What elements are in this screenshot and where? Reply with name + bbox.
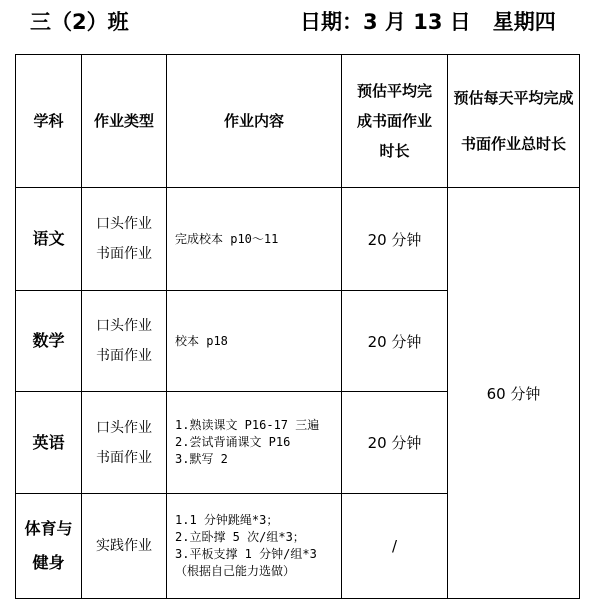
- table-header-row: [16, 55, 580, 188]
- type-line: 书面作业: [96, 246, 152, 262]
- type-cell: [82, 291, 167, 392]
- header-total-time-line: 书面作业总时长: [460, 135, 566, 153]
- type-line: 口头作业: [96, 216, 152, 232]
- type-cell: [82, 188, 167, 291]
- content-line: 3.默写 2: [175, 452, 228, 466]
- type-line: 书面作业: [96, 449, 152, 466]
- content-line: 3.平板支撑 1 分钟/组*3: [175, 547, 317, 561]
- header-est-time-line: 成书面作业: [356, 112, 432, 130]
- type-line: 口头作业: [96, 318, 152, 334]
- content-line: 2.尝试背诵课文 P16: [175, 435, 291, 449]
- type-cell: [82, 494, 167, 599]
- header-est-time-line: 时长: [379, 142, 410, 160]
- content-line: 2.立卧撑 5 次/组*3；: [175, 530, 305, 544]
- header-total-time-line: 预估每天平均完成: [453, 89, 574, 107]
- header-total-time: [448, 55, 580, 188]
- homework-table: [15, 54, 580, 599]
- header-type: 作业类型: [82, 55, 167, 188]
- subject-cell: 语文: [16, 188, 82, 291]
- time-cell: 20 分钟: [342, 188, 448, 291]
- header-subject: 学科: [16, 55, 82, 188]
- subject-cell: 英语: [16, 392, 82, 494]
- content-line: 1.1 分钟跳绳*3；: [175, 513, 279, 527]
- date-line: [300, 6, 556, 36]
- subject-line: 体育与: [24, 519, 73, 538]
- time-cell: 20 分钟: [342, 392, 448, 494]
- table-row: [16, 188, 580, 291]
- subject-line: 健身: [32, 553, 65, 572]
- type-line: 口头作业: [96, 419, 152, 436]
- content-cell: [167, 188, 342, 291]
- header-content: 作业内容: [167, 55, 342, 188]
- header-est-time: [342, 55, 448, 188]
- subject-cell: [16, 494, 82, 599]
- type-cell: [82, 392, 167, 494]
- content-cell: [167, 291, 342, 392]
- content-cell: [167, 494, 342, 599]
- content-line: 1.熟读课文 P16-17 三遍: [175, 418, 320, 432]
- type-line: 实践作业: [96, 538, 152, 554]
- content-line: （根据自己能力选做）: [175, 564, 296, 578]
- time-cell: /: [342, 494, 448, 599]
- weekday-text: 星期四: [492, 10, 556, 34]
- content-line: 完成校本 p10～11: [175, 231, 279, 246]
- header-est-time-line: 预估平均完: [356, 82, 432, 100]
- subject-cell: 数学: [16, 291, 82, 392]
- type-line: 书面作业: [96, 348, 152, 364]
- content-cell: [167, 392, 342, 494]
- class-name: 三（2）班: [30, 10, 129, 34]
- date-text: 日期：3 月 13 日: [300, 10, 471, 34]
- time-cell: 20 分钟: [342, 291, 448, 392]
- total-time-cell: 60 分钟: [448, 188, 580, 599]
- content-line: 校本 p18: [175, 333, 228, 348]
